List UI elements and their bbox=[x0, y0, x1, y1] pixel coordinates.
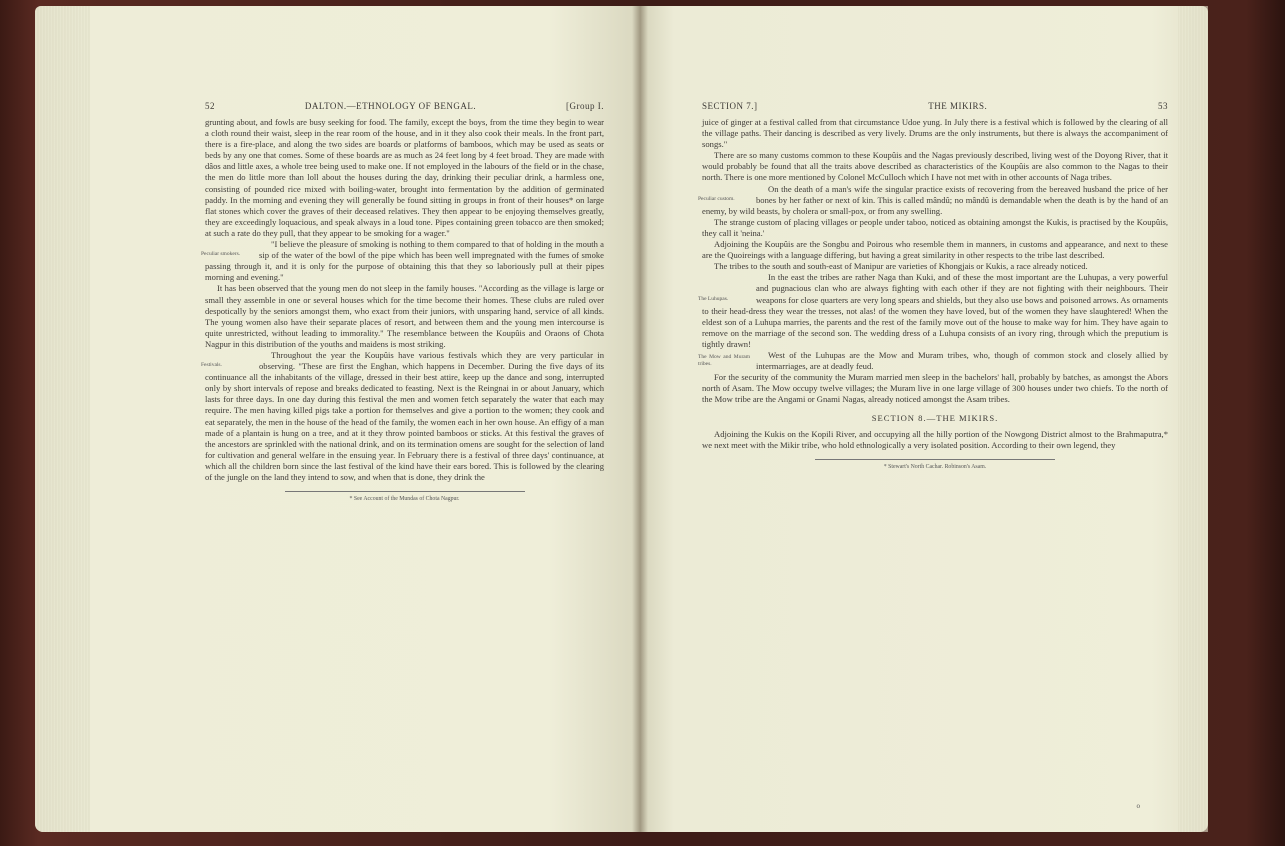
paragraph: juice of ginger at a festival called from that circumstance Udoe yung. In July there is a festival which is followed by the clearing of all the village paths. Their dancing is described as very lively. Drums are the only instruments, but there is always the accompaniment of songs." bbox=[702, 117, 1168, 150]
left-page bbox=[35, 6, 640, 832]
book-gutter bbox=[632, 6, 648, 832]
left-group: [Group I. bbox=[565, 101, 604, 111]
left-running-title: DALTON.—ETHNOLOGY OF BENGAL. bbox=[304, 101, 477, 111]
paragraph: On the death of a man's wife the singular practice exists of recovering from the bereaved husband the price of her bones by her father or next of kin. This is called mândû; no mândû is demandable when the death is by the hand of an enemy, by wild beasts, by cholera or small-pox, or from any swelling. bbox=[702, 183, 1168, 216]
right-section: SECTION 7.] bbox=[702, 101, 758, 111]
page-edges-right bbox=[1178, 6, 1208, 832]
right-body bbox=[698, 117, 1168, 473]
margin-note-festivals: Festivals. bbox=[201, 361, 222, 368]
left-body bbox=[201, 117, 604, 505]
paragraph: For the security of the community the Muram married men sleep in the bachelors' hall, probably by batches, as amongst the Abors north of Asam. The Mow occupy twelve villages; the Muram live in one large village of 300 houses under two chiefs. To the north of the Mow tribe are the Angami or Gnami Nagas, already noticed amongst the Asam tribes. bbox=[702, 372, 1168, 405]
page-edges-left bbox=[35, 6, 90, 832]
paragraph: West of the Luhupas are the Mow and Muram tribes, who, though of common stock and closely allied by intermarriages, are at deadly feud. bbox=[756, 349, 1168, 372]
paragraph: It has been observed that the young men do not sleep in the family houses. "According as the village is large or small they assemble in one or several houses which for the time become their homes. These clubs are ruled over despotically by the seniors amongst them, who exact from their juniors, with unsparing hand, service of all kinds. The young women also have their separate places of resort, and between them and the young men intercourse is quite unrestricted, without leading to immorality." The resemblance between the Koupûis and Oraons of Chota Nagpur in this distribution of the youths and maidens is most striking. bbox=[205, 283, 604, 349]
paragraph: The tribes to the south and south-east of Manipur are varieties of Khongjais or Kukis, a race already noticed. bbox=[714, 261, 1088, 272]
paragraph: "I believe the pleasure of smoking is nothing to them compared to that of holding in the mouth a sip of the water of the bowl of the pipe which has been well impregnated with the fumes of smoke passing through it, and it is only for the purpose of obtaining this that they so laboriously pull at their pipes morning and evening." bbox=[205, 239, 604, 283]
left-header bbox=[205, 101, 604, 111]
margin-note-smokers: Peculiar smokers. bbox=[201, 251, 241, 258]
right-footnote: * Stewart's North Cachar. Robinson's Asam. bbox=[883, 463, 987, 470]
margin-note-mow: The Mow and Muram tribes. bbox=[698, 353, 750, 367]
section-title: SECTION 8.—THE MIKIRS. bbox=[871, 413, 999, 424]
paragraph: There are so many customs common to these Koupûis and the Nagas previously described, living west of the Doyong River, that it would probably be found that all the traits above described as characteristics of the Koupûis are also common to the Nagas to their north. There is one more mentioned by Colonel McCulloch which I have not met with in other accounts of Naga tribes. bbox=[702, 150, 1168, 183]
left-footnote: * See Account of the Mundas of Chota Nagpur. bbox=[349, 496, 460, 503]
paragraph: Adjoining the Koupûis are the Songbu and Poirous who resemble them in manners, in customs and appearance, and next to these are the Quoireings with a language differing, but having a great similarity in other respects to the tribe last described. bbox=[702, 239, 1168, 261]
margin-note-custom: Peculiar custom. bbox=[698, 195, 735, 202]
right-page bbox=[640, 6, 1208, 832]
footnote-rule bbox=[285, 491, 525, 492]
signature-mark: o bbox=[1136, 802, 1140, 810]
paragraph: grunting about, and fowls are busy seeking for food. The family, except the boys, from the time they begin to wear a cloth round their waist, sleep in the rear room of the house, and in it they also cook their meals. In the front part, there is a fire-place, and along the two sides are boards or platforms of bamboos, which may be used as seats or beds by any one that comes. Some of these boards are as much as 24 feet long by 4 feet broad. They are made with dâos and little axes, a whole tree being used to make one. If not employed in the labours of the field or in the chase, the men do little more than loll about the houses during the day, drinking their peculiar drink, a harmless one, consisting of pounded rice mixed with boiling-water, brought into fermentation by the addition of germinated paddy. In the morning and evening they will generally be found sitting in groups in front of their houses* on large flat stones which cover the graves of their deceased relatives. They then appear to be enjoying themselves greatly, they are exceedingly loquacious, and speak always in a loud tone. Pipes containing green tobacco are then smoked; at such a rate do they pull, that they appear to be smoking for a wager." bbox=[205, 117, 604, 238]
left-page-number: 52 bbox=[205, 101, 215, 111]
paragraph: Adjoining the Kukis on the Kopili River, and occupying all the hilly portion of the Nowgong District almost to the Brahmaputra,* we next meet with the Mikir tribe, who hold ethnologically a very isolated position. According to their own legend, they bbox=[702, 428, 1168, 450]
paragraph: Throughout the year the Koupûis have various festivals which they are very particular in observing. "These are first the Enghan, which happens in December. During the five days of its continuance all the inhabitants of the village, dressed in their best attire, keep up the dance and song, interrupted only by short intervals of repose and breaks dedicated to feasting. Next is the Reingnai in or about January, which lasts for three days. In one day during this festival the men and women fetch separately the water that each may require. The men having killed pigs take a portion for themselves and give a portion to the women; they cook and eat separately, the men in the house of the head of the family, the women each in her own house. An effigy of a man made of a plantain is hung on a tree, and at it they throw pointed bamboos or sticks. At this festival the graves of the ancestors are sprinkled with the national drink, and on its termination omens are sought for the selection of land for cultivation and general welfare in the ensuing year. In February there is a festival of three days' continuance, at which all the children born since the last festival of the kind have their ears bored. This is followed by the clearing of the jungle on the land they intend to sow, and when that is done, they drink the bbox=[205, 349, 604, 482]
paragraph: In the east the tribes are rather Naga than Kuki, and of these the most important are the Luhupas, a very powerful and pugnacious clan who are always fighting with each other if they are not fighting with their neighbours. Their weapons for close quarters are very long spears and shields, but they also use bows and poisoned arrows. As ornaments to their head-dress they wear the tresses, not alas! of the women they have loved, but of the women they have slaughtered! When the eldest son of a Luhupa marries, the parents and the rest of the family move out of the house to make way for him. They have again to remove on the marriage of the second son. The wedding dress of a Luhupa consists of an ivory ring, through which the preputium is tightly drawn! bbox=[702, 272, 1168, 349]
right-page-number: 53 bbox=[1158, 101, 1168, 111]
right-running-title: THE MIKIRS. bbox=[928, 101, 988, 111]
margin-note-luhupas: The Luhupas. bbox=[698, 296, 729, 303]
footnote-rule bbox=[815, 459, 1055, 460]
right-header bbox=[702, 101, 1168, 111]
paragraph: The strange custom of placing villages or people under tabοo, noticed as obtaining amongst the Kukis, is practised by the Koupûis, they call it 'neina.' bbox=[702, 216, 1168, 238]
